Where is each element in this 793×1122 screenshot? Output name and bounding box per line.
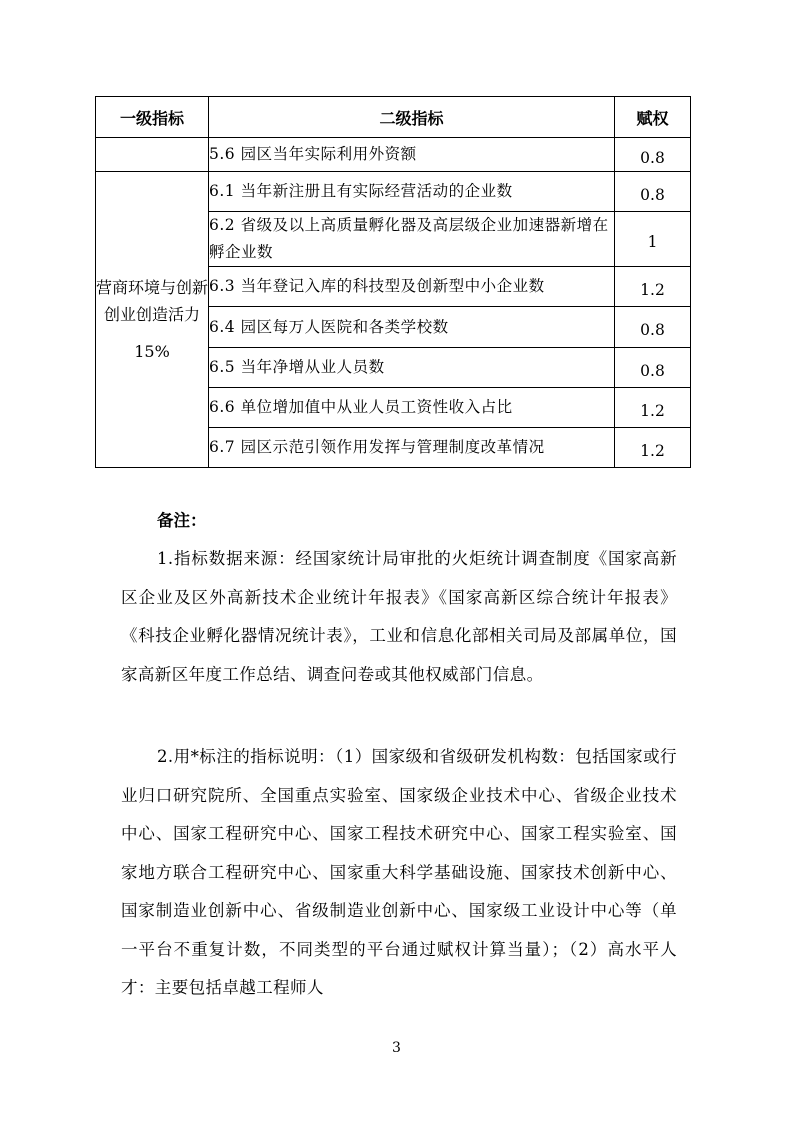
note-paragraph-1: 1.指标数据来源：经国家统计局审批的火炬统计调查制度《国家高新区企业及区外高新技术企业统计年报表》《国家高新区综合统计年报表》《科技企业孵化器情况统计表》，工业和信息化部相关司局及部属单位，国家高新区年度工作总结、调查问卷或其他权威部门信息。	[121, 549, 677, 684]
indicator-cell: 6.5 当年净增从业人员数	[209, 348, 615, 388]
category-cell	[96, 172, 209, 468]
header-weight: 赋权	[615, 97, 691, 138]
page-number: 3	[392, 1040, 401, 1056]
category-percent: 15%	[134, 342, 170, 361]
indicator-cell: 6.7 园区示范引领作用发挥与管理制度改革情况	[209, 428, 615, 468]
weight-cell: 0.8	[615, 138, 691, 172]
indicator-cell: 5.6 园区当年实际利用外资额	[209, 138, 615, 172]
weight-cell: 1.2	[615, 388, 691, 428]
header-level1: 一级指标	[96, 97, 209, 138]
indicator-table	[95, 96, 691, 468]
weight-cell: 1	[615, 212, 691, 267]
note-paragraph-2: 2.用*标注的指标说明：（1）国家级和省级研发机构数：包括国家或行业归口研究院所、全国重点实验室、国家级企业技术中心、省级企业技术中心、国家工程研究中心、国家工程技术研究中心、国家工程实验室、国家地方联合工程研究中心、国家重大科学基础设施、国家技术创新中心、国家制造业创新中心、省级制造业创新中心、国家级工业设计中心等（单一平台不重复计数，不同类型的平台通过赋权计算当量）；（2）高水平人才：主要包括卓越工程师人	[121, 747, 677, 997]
weight-cell: 0.8	[615, 172, 691, 212]
indicator-cell: 6.1 当年新注册且有实际经营活动的企业数	[209, 172, 615, 212]
weight-cell: 0.8	[615, 307, 691, 348]
category-name: 营商环境与创新创业创造活力	[96, 278, 209, 324]
indicator-cell: 6.6 单位增加值中从业人员工资性收入占比	[209, 388, 615, 428]
weight-cell: 0.8	[615, 348, 691, 388]
notes-title: 备注：	[157, 511, 207, 530]
table-row	[96, 172, 691, 212]
table-header-row	[96, 97, 691, 138]
indicator-cell: 6.4 园区每万人医院和各类学校数	[209, 307, 615, 348]
category-cell-empty	[96, 138, 209, 172]
indicator-cell: 6.3 当年登记入库的科技型及创新型中小企业数	[209, 267, 615, 307]
weight-cell: 1.2	[615, 267, 691, 307]
indicator-cell: 6.2 省级及以上高质量孵化器及高层级企业加速器新增在孵企业数	[209, 212, 615, 267]
weight-cell: 1.2	[615, 428, 691, 468]
table-row	[96, 138, 691, 172]
header-level2: 二级指标	[209, 97, 615, 138]
